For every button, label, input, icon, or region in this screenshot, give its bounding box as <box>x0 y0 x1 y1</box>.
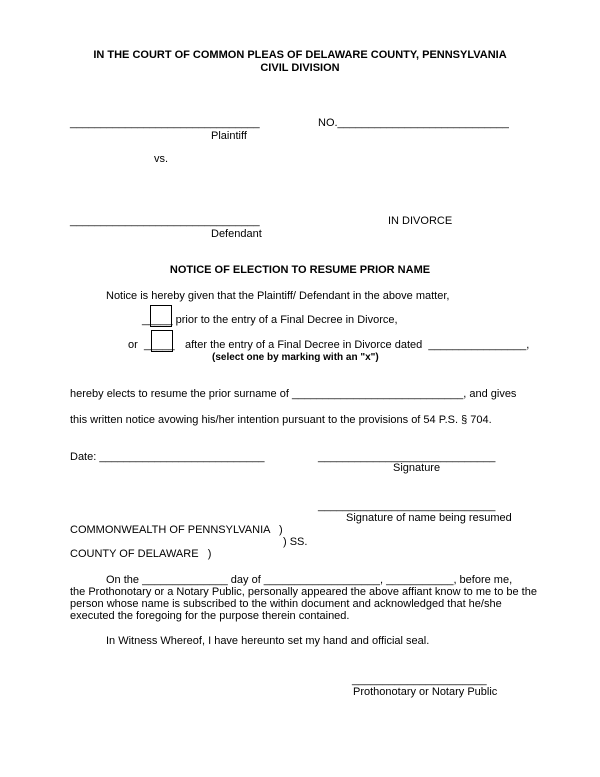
in-divorce-label: IN DIVORCE <box>388 215 453 227</box>
division-title: CIVIL DIVISION <box>260 62 340 74</box>
signature-line: _____________________________ <box>318 451 496 463</box>
plaintiff-label: Plaintiff <box>211 130 247 142</box>
signature-label: Signature <box>393 462 441 474</box>
defendant-label: Defendant <box>211 228 262 240</box>
versus-label: vs. <box>154 153 169 165</box>
defendant-line: _______________________________ <box>70 215 260 227</box>
notary-line: ______________________ <box>352 674 487 686</box>
notary-label: Prothonotary or Notary Public <box>353 686 498 698</box>
elects-text: hereby elects to resume the prior surname of ____________________________, and gives <box>70 388 517 400</box>
ack-line-2: the Prothonotary or a Notary Public, personally appeared the above affiant know to me to be the <box>70 586 537 598</box>
date-field: Date: ___________________________ <box>70 451 265 463</box>
witness-text: In Witness Whereof, I have hereunto set my hand and official seal. <box>106 635 430 647</box>
county-label: COUNTY OF DELAWARE ) <box>70 548 212 560</box>
court-title: IN THE COURT OF COMMON PLEAS OF DELAWARE COUNTY, PENNSYLVANIA <box>93 49 507 61</box>
ack-line-1: On the ______________ day of ___________________, ___________, before me, <box>106 574 513 586</box>
option-after-text: after the entry of a Final Decree in Divorce dated ________________, <box>185 339 530 351</box>
plaintiff-line: _______________________________ <box>70 117 260 129</box>
option-after-blank: _____ <box>144 339 175 351</box>
case-number: NO.____________________________ <box>318 117 509 129</box>
resumed-name-label: Signature of name being resumed <box>346 512 512 524</box>
resumed-name-line: _____________________________ <box>318 500 496 512</box>
written-notice-text: this written notice avowing his/her intention pursuant to the provisions of 54 P.S. § 704. <box>70 414 492 426</box>
select-instruction: (select one by marking with an "x") <box>212 352 379 363</box>
notice-title: NOTICE OF ELECTION TO RESUME PRIOR NAME <box>169 264 431 276</box>
ack-line-4: executed the foregoing for the purpose therein contained. <box>70 610 350 622</box>
option-prior-text: _____ prior to the entry of a Final Decree in Divorce, <box>142 314 398 326</box>
commonwealth-label: COMMONWEALTH OF PENNSYLVANIA ) <box>70 524 283 536</box>
option-or-label: or <box>128 339 138 351</box>
ack-line-3: person whose name is subscribed to the within document and acknowledged that he/she <box>70 598 502 610</box>
notice-intro: Notice is hereby given that the Plaintiff/ Defendant in the above matter, <box>106 290 450 302</box>
ss-label: ) SS. <box>283 536 308 548</box>
